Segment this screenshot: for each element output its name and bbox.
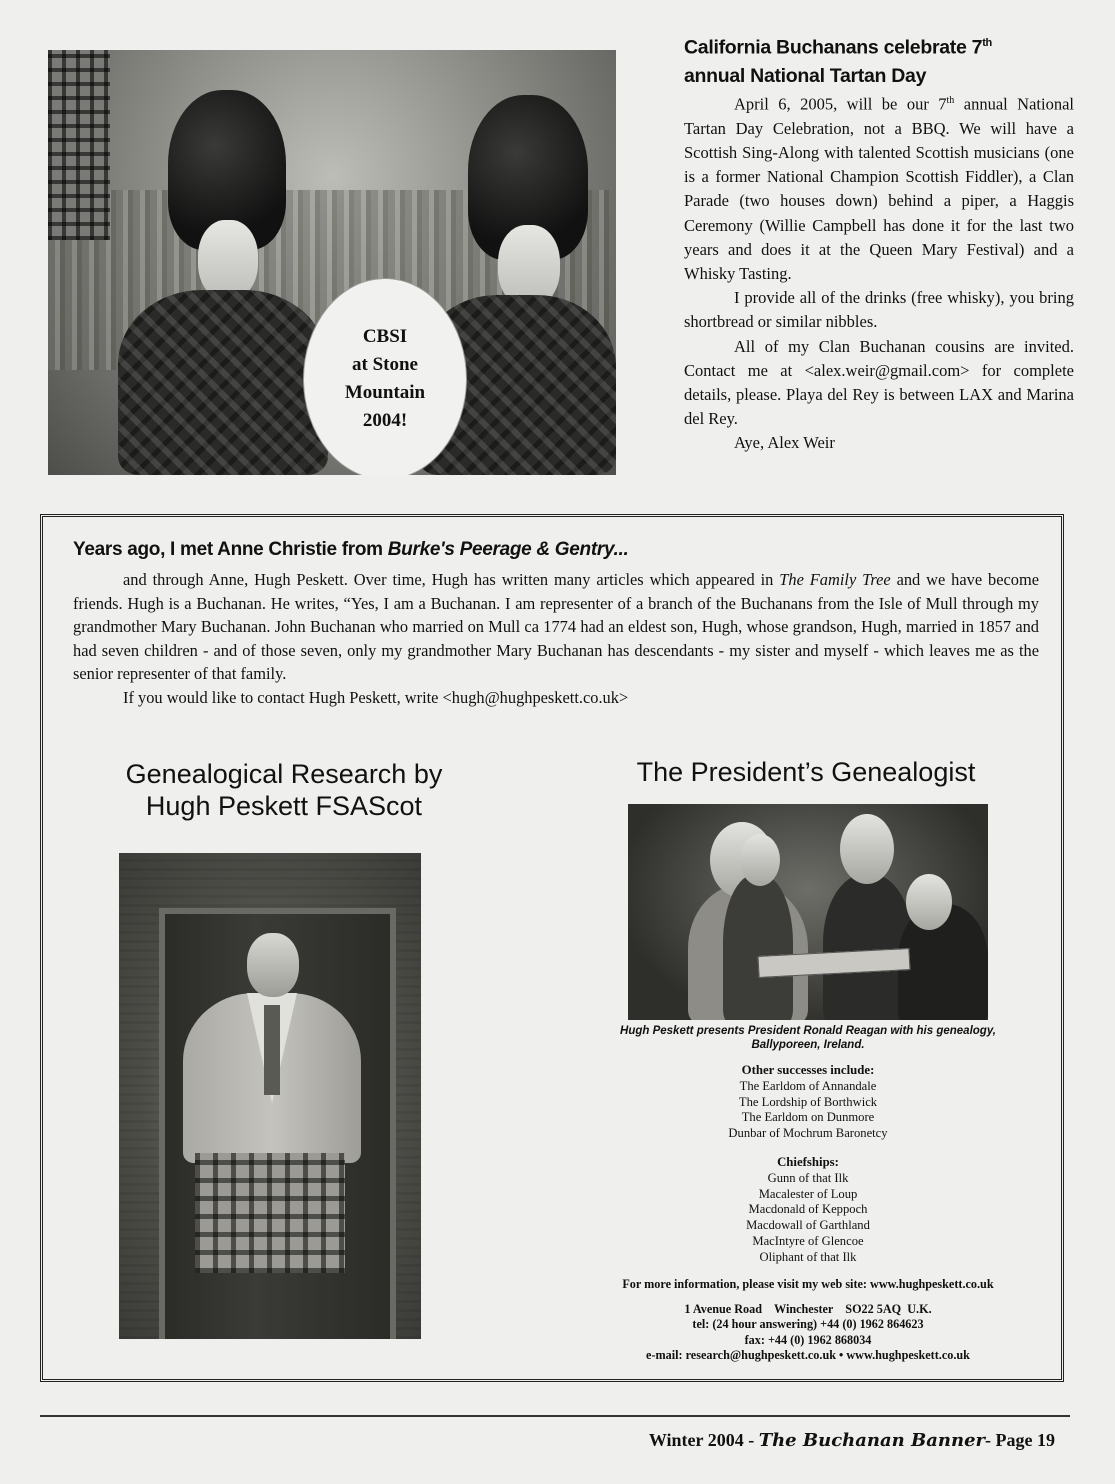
years-ago-heading: Years ago, I met Anne Christie from Burke's Peerage & Gentry... (73, 539, 629, 560)
speech-bubble (303, 278, 467, 475)
list-item: Macdowall of Garthland (746, 1218, 870, 1233)
left-piper-face (198, 220, 258, 300)
list-item: Gunn of that Ilk (767, 1170, 849, 1185)
years-ago-paragraph: and through Anne, Hugh Peskett. Over time, Hugh has written many articles which appeared in The Family Tree and we have become friends. Hugh is a Buchanan. He writes, “Yes, I am a Buchanan. I am representer of a branch of the Buchanans from the Isle of Mull through my grandmother Mary Buchanan. John Buchanan who married on Mull ca 1774 had an eldest son, Hugh, whose grandson, Hugh, married in 1857 and had seven children - and of those seven, only my grandmother Mary Buchanan has descendants - my sister and myself - which leaves me as the senior representer of that family. (73, 570, 1040, 684)
list-item: The Earldom of Annandale (739, 1078, 877, 1093)
years-ago-contact: If you would like to contact Hugh Peskett, write <hugh@hughpeskett.co.uk> (123, 687, 629, 707)
contact-block (560, 1277, 1056, 1364)
list-item: MacIntyre of Glencoe (752, 1233, 864, 1248)
page-footer: Winter 2004 - The Buchanan Banner- Page 19 (648, 1430, 1055, 1451)
telephone: tel: (24 hour answering) +44 (0) 1962 864623 (692, 1317, 924, 1332)
kilt (195, 1153, 345, 1273)
presidents-genealogist-title: The President’s Genealogist (636, 757, 976, 787)
photo-caption: Hugh Peskett presents President Ronald Reagan with his genealogy, Ballyporeen, Ireland. (620, 1025, 996, 1051)
person-middle-head (740, 834, 780, 886)
article-paragraph: All of my Clan Buchanan cousins are invited. Contact me at <alex.weir@gmail.com> for complete details, please. Playa del Rey is between LAX and Marina del Rey. (684, 336, 1074, 429)
tie (264, 1005, 280, 1095)
genealogical-research-title: Genealogical Research by Hugh Peskett FSAScot (125, 759, 443, 821)
hugh-peskett-photo (119, 853, 421, 1339)
bubble-text: CBSI at Stone Mountain 2004! (344, 326, 426, 431)
person-reagan-head (840, 814, 894, 884)
email: e-mail: research@hughpeskett.co.uk • www.hughpeskett.co.uk (646, 1348, 970, 1363)
list-item: Dunbar of Mochrum Baronetcy (728, 1126, 888, 1141)
more-info: For more information, please visit my web site: www.hughpeskett.co.uk (622, 1277, 994, 1291)
footer-rule (40, 1415, 1070, 1417)
list-item: Macdonald of Keppoch (748, 1202, 868, 1217)
person-woman-head (906, 874, 952, 930)
other-successes-heading: Other successes include: (741, 1063, 875, 1077)
list-item: Macalester of Loup (758, 1186, 858, 1201)
article-paragraph: I provide all of the drinks (free whisky), you bring shortbread or similar nibbles. (684, 288, 1074, 332)
fax: fax: +44 (0) 1962 868034 (744, 1332, 872, 1347)
article-title: California Buchanans celebrate 7th annual National Tartan Day (684, 36, 992, 87)
masthead: The Buchanan Banner (758, 1430, 986, 1451)
pipers-photo (48, 50, 616, 475)
list-item: Oliphant of that Ilk (759, 1249, 857, 1264)
tartan-flag (48, 50, 110, 240)
chiefships-heading: Chiefships: (777, 1155, 839, 1169)
address: 1 Avenue Road Winchester SO22 5AQ U.K. (684, 1301, 932, 1316)
reagan-photo (628, 804, 988, 1020)
article-signature: Aye, Alex Weir (734, 433, 835, 453)
head (247, 933, 299, 997)
years-ago-body (73, 568, 1039, 710)
article-paragraph: April 6, 2005, will be our 7th annual National Tartan Day Celebration, not a BBQ. We will have a Scottish Sing-Along with talented Scottish musicians (one is a former National Champion Scottish Fiddler), a Clan Parade (two houses down) behind a piper, a Haggis Ceremony (Willie Campbell has done it for the last two years and does it at the Queen Mary Festival) and a Whisky Tasting. (684, 94, 1074, 283)
person-middle (723, 874, 793, 1020)
left-piper-uniform (118, 290, 328, 475)
article-body (684, 89, 1074, 456)
chiefships (610, 1155, 1006, 1266)
other-successes (610, 1063, 1006, 1142)
list-item: The Lordship of Borthwick (738, 1094, 878, 1109)
list-item: The Earldom on Dunmore (741, 1110, 875, 1125)
